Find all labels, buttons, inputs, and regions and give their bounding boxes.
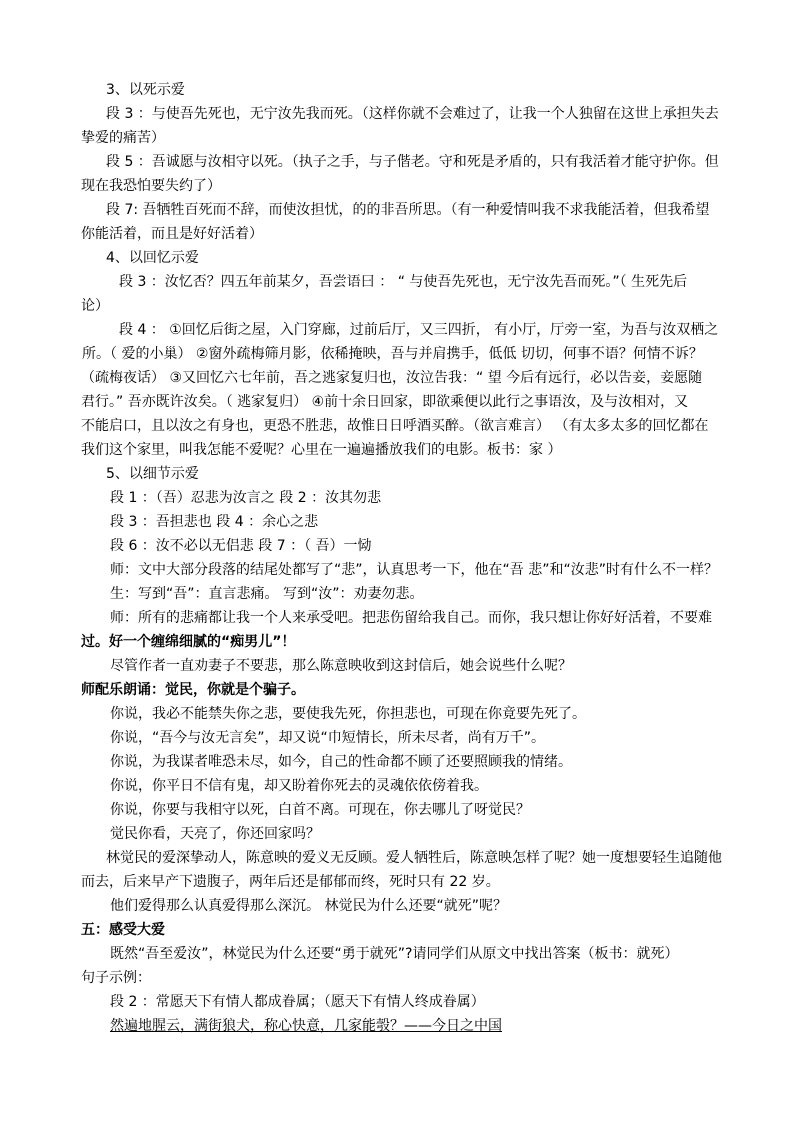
paragraph-line: 师：文中大部分段落的结尾处都写了“悲”，认真思考一下，他在“吾 悲”和“汝悲”时有什么不一样？: [110, 562, 718, 578]
paragraph-line: 段 7: 吾牺牲百死而不辞，而使汝担忧，的的非吾所思。（有一种爱情叫我不求我能活着，但我希望: [106, 202, 710, 218]
paragraph-line: 段 3 ：汝忆否？四五年前某夕，吾尝语曰 ： “ 与使吾先死也，无宁汝先吾而死。”（ 生死先后: [119, 274, 688, 290]
paragraph-line: 段 5 ：吾诚愿与汝相守以死。（执子之手，与子偕老。守和死是矛盾的，只有我活着才能守护你。但: [106, 154, 719, 170]
paragraph-line: 你说，我必不能禁失你之悲，要使我先死，你担悲也，可现在你竟要先死了。: [110, 706, 586, 722]
paragraph-line: 而去，后来早产下遗腹子，两年后还是郁郁而终，死时只有 22 岁。: [81, 874, 500, 890]
heading-death-love: 3、以死示爱: [106, 82, 185, 98]
paragraph-line: 我们这个家里，叫我怎能不爱呢？心里在一遍遍播放我们的电影。板书：家 ）: [81, 442, 562, 458]
paragraph-line: 你说，你要与我相守以死，白首不离。可现在，你去哪儿了呀觉民？: [110, 802, 530, 818]
paragraph-line: 既然“吾至爱汝”，林觉民为什么还要“勇于就死”?请同学们从原文中找出答案（板书：就死）: [110, 946, 679, 962]
heading-memory-love: 4、以回忆示爱: [106, 250, 199, 266]
paragraph-line: 觉民你看，天亮了，你还回家吗？: [110, 826, 320, 842]
paragraph-line: （疏梅夜话） ③又回忆六七年前，吾之逃家复归也，汝泣告我：“ 望 今后有远行，必以告妾，妾愿随: [81, 370, 703, 386]
paragraph-line: 段 1 ：（吾）忍悲为汝言之 段 2 ：汝其勿悲: [110, 490, 382, 506]
paragraph-line: 所。（ 爱的小巢） ②窗外疏梅筛月影，依稀掩映，吾与并肩携手，低低 切切，何事不语？何情不诉？: [82, 346, 703, 362]
quote-line: 然遍地腥云，满街狼犬，称心快意，几家能彀？——今日之中国: [110, 1018, 502, 1034]
paragraph-line: 段 2 ：常愿天下有情人都成眷属；（愿天下有情人终成眷属）: [110, 994, 485, 1010]
paragraph-line: 师：所有的悲痛都让我一个人来承受吧。把悲伤留给我自己。而你，我只想让你好好活着，不要难: [110, 610, 712, 626]
paragraph-line: 过。好一个缠绵细腻的“痴男儿”！: [81, 634, 296, 650]
paragraph-line: 论）: [81, 298, 109, 314]
section-heading: 五：感受大爱: [81, 922, 165, 938]
paragraph-line: 你说，为我谋者唯恐未尽，如今，自己的性命都不顾了还要照顾我的情绪。: [110, 754, 572, 770]
paragraph-line: 段 4 ： ①回忆后街之屋，入门穿廊，过前后厅，又三四折， 有小厅，厅旁一室，为吾与汝双栖之: [119, 322, 719, 338]
paragraph-line: 你说，“吾今与汝无言矣”，却又说“巾短情长，所未尽者，尚有万千”。: [110, 730, 546, 746]
paragraph-line: 挚爱的痛苦）: [81, 130, 165, 146]
paragraph-line: 你能活着，而且是好好活着）: [81, 226, 263, 242]
paragraph-line: 林觉民的爱深挚动人，陈意映的爱义无反顾。爱人牺牲后，陈意映怎样了呢？她一度想要轻生追随他: [106, 850, 722, 866]
paragraph-line: 不能启口，且以汝之有身也，更恐不胜悲，故惟日日呼酒买醉。（欲言难言） （有太多太多的回忆都在: [81, 418, 709, 434]
paragraph-line: 生：写到“吾”：直言悲痛。 写到“汝”：劝妻勿悲。: [110, 586, 424, 602]
paragraph-line: 师配乐朗诵：觉民，你就是个骗子。: [81, 682, 305, 698]
heading-detail-love: 5、以细节示爱: [106, 466, 199, 482]
paragraph-line: 君行。” 吾亦既许汝矣。（ 逃家复归） ④前十余日回家，即欲乘便以此行之事语汝，及与汝相对，又: [81, 394, 689, 410]
paragraph-line: 段 3 ：与使吾先死也，无宁汝先我而死。（这样你就不会难过了，让我一个人独留在这世上承担失去: [106, 106, 719, 122]
paragraph-line: 段 3 ：吾担悲也 段 4 ：余心之悲: [110, 514, 319, 530]
paragraph-line: 段 6 ：汝不必以无侣悲 段 7 ：（ 吾）一恸: [110, 538, 372, 554]
paragraph-line: 你说，你平日不信有鬼，却又盼着你死去的灵魂依依傍着我。: [110, 778, 488, 794]
paragraph-line: 尽管作者一直劝妻子不要悲，那么陈意映收到这封信后，她会说些什么呢？: [110, 658, 572, 674]
paragraph-line: 句子示例：: [81, 970, 151, 986]
paragraph-line: 他们爱得那么认真爱得那么深沉。 林觉民为什么还要“就死”呢？: [110, 898, 507, 914]
paragraph-line: 现在我恐怕要失约了）: [81, 178, 221, 194]
